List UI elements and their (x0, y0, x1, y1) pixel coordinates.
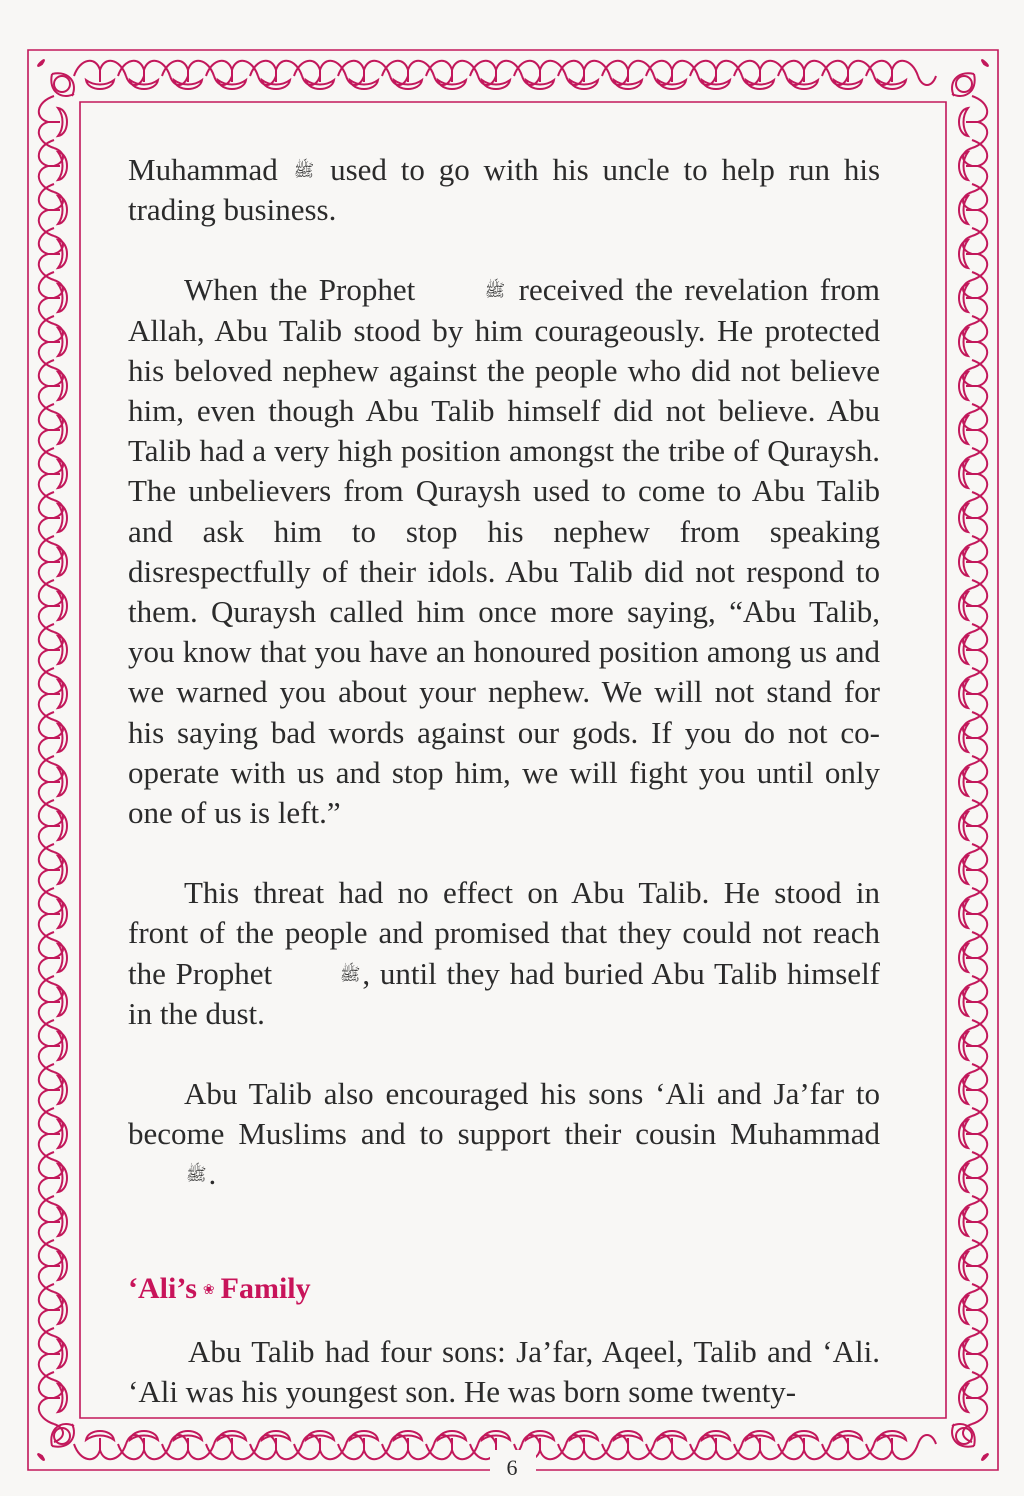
salawat-glyph-icon: ﷺ (484, 281, 506, 302)
page-body (128, 150, 880, 1412)
page-number: 6 (506, 1455, 518, 1480)
salawat-glyph-icon: ﷺ (186, 1165, 207, 1186)
paragraph-3: This threat had no effect on Abu Talib. He stood in front of the people and promised that they could not reach the Prophet ﷺ, until they had buried Abu Talib himself in the dust. (128, 875, 880, 1031)
radiyallahu-anhu-glyph-icon: ❀ (202, 1281, 215, 1298)
section-heading: ‘Ali’s ❀ Family (128, 1271, 311, 1305)
paragraph-2: When the Prophet ﷺ received the revelation from Allah, Abu Talib stood by him courageously. He protected his beloved nephew against the people who did not believe him, even though Abu Talib himself did not believe. Abu Talib had a very high position amongst the tribe of Quraysh. The unbelievers from Quraysh used to come to Abu Talib and ask him to stop his nephew from speaking disrespectfully of their idols. Abu Talib did not respond to them. Quraysh called him once more saying, “Abu Talib, you know that you have an honoured position among us and we warned you about your nephew. We will not stand for his saying bad words against our gods. If you do not co-operate with us and stop him, we will fight you until only one of us is left.” (128, 272, 881, 831)
salawat-glyph-icon: ﷺ (339, 964, 361, 985)
paragraph-4: Abu Talib also encouraged his sons ‘Ali and Ja’far to become Muslims and to support their cousin Muhammad ﷺ. (128, 1076, 880, 1192)
paragraph-1: Muhammad ﷺ used to go with his uncle to help run his trading business. (128, 152, 881, 228)
paragraph-5: Abu Talib had four sons: Ja’far, Aqeel, Talib and ‘Ali. ‘Ali was his youngest son. He was born some twenty- (128, 1333, 880, 1410)
salawat-glyph-icon: ﷺ (293, 161, 315, 181)
